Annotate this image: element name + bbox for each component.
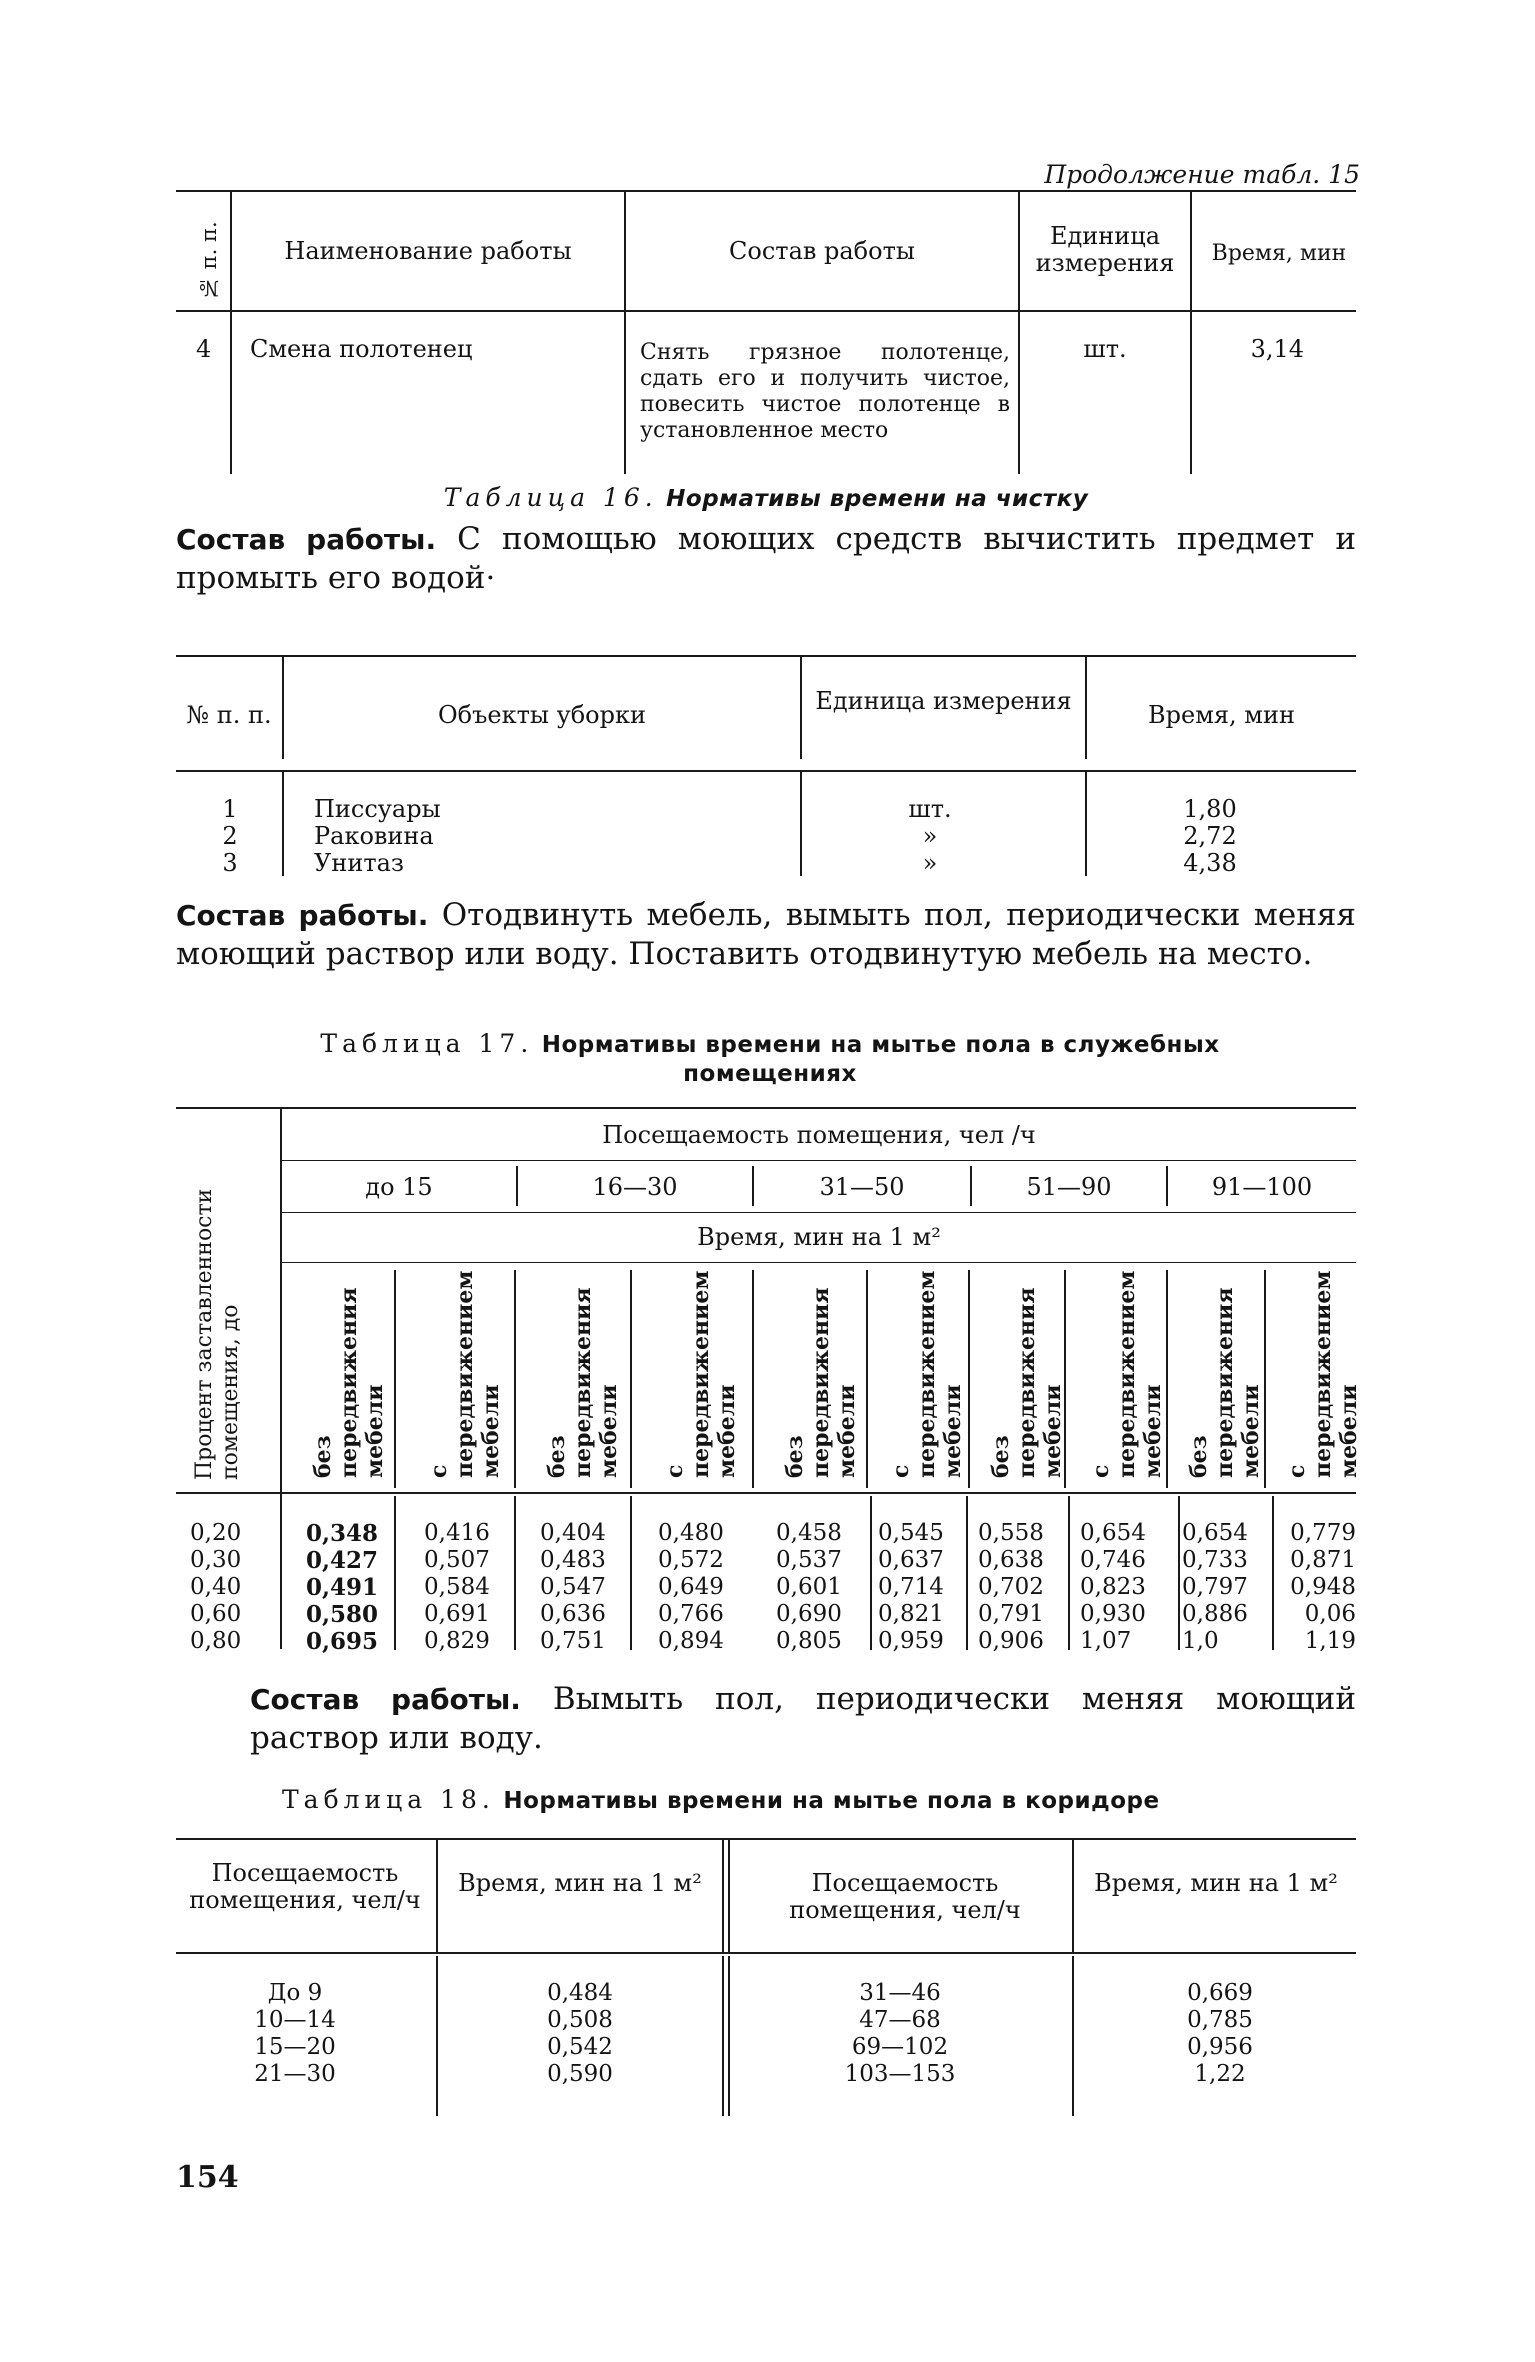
t18-att2: 31—46 47—68 69—102 103—153 [844, 1980, 956, 2087]
t15-header-num: № п. п. [197, 221, 221, 300]
t15-header-name: Наименование работы [284, 237, 572, 265]
t17-sub-1: без передвижения мебели [310, 1287, 388, 1478]
t17-col-7: 0,558 0,638 0,702 0,791 0,906 [978, 1520, 1044, 1654]
t16-header-objects: Объекты уборки [438, 701, 646, 729]
t17-group-3: 31—50 [819, 1173, 905, 1201]
t16-nums: 1 2 3 [222, 795, 238, 877]
t16-objects: Писсуары Раковина Унитаз [314, 795, 441, 877]
t16-times: 1,80 2,72 4,38 [1183, 795, 1237, 877]
t17-time-header: Время, мин на 1 м² [697, 1223, 941, 1251]
t17-sub-2: с передвижением мебели [426, 1270, 504, 1478]
t17-group-4: 51—90 [1026, 1173, 1112, 1201]
t15-row-time: 3,14 [1250, 335, 1304, 363]
page-number: 154 [176, 2160, 239, 2195]
t17-col-2: 0,416 0,507 0,584 0,691 0,829 [424, 1520, 490, 1654]
t17-col-3: 0,404 0,483 0,547 0,636 0,751 [540, 1520, 606, 1654]
t16-units: шт. » » [908, 795, 952, 877]
t17-caption: Таблица 17. Нормативы времени на мытье пола в служебных помещениях [320, 1029, 1220, 1087]
t16-header-unit: Единица измерения [815, 687, 1072, 715]
t15-row-content: Снять грязное полотенце, сдать его и получить чистое, повесить чистое полотенце в установленное место [640, 340, 1010, 443]
t17-sub-3: без передвижения мебели [544, 1287, 622, 1478]
t18-att1: До 9 10—14 15—20 21—30 [254, 1980, 336, 2087]
t15-row-name: Смена полотенец [250, 335, 473, 363]
t17-col-10: 0,779 0,871 0,948 0,06 1,19 [1290, 1520, 1356, 1654]
t16-work-paragraph: Состав работы. С помощью моющих средств вычистить предмет и промыть его водой· [176, 521, 1356, 596]
t18-time2: 0,669 0,785 0,956 1,22 [1187, 1980, 1253, 2087]
t17-sub-7: без передвижения мебели [988, 1287, 1066, 1478]
t17-col-1: 0,348 0,427 0,491 0,580 0,695 [306, 1520, 379, 1655]
t17-group-2: 16—30 [592, 1173, 678, 1201]
t16-header-num: № п. п. [186, 701, 272, 729]
t18-header-time1: Время, мин на 1 м² [458, 1869, 702, 1897]
t17-col-4: 0,480 0,572 0,649 0,766 0,894 [658, 1520, 724, 1654]
t15-row-num: 4 [196, 335, 212, 363]
t18-header-att2: Посещаемость помещения, чел/ч [789, 1869, 1021, 1924]
t17-group-1: до 15 [365, 1173, 433, 1201]
t18-header-att1: Посещаемость помещения, чел/ч [189, 1859, 421, 1914]
t17-col-6: 0,545 0,637 0,714 0,821 0,959 [878, 1520, 944, 1654]
t18-caption: Таблица 18. Нормативы времени на мытье пола в коридоре [282, 1785, 1160, 1814]
t17-group-5: 91—100 [1211, 1173, 1313, 1201]
t17-sub-5: без передвижения мебели [782, 1287, 860, 1478]
t18-time1: 0,484 0,508 0,542 0,590 [547, 1980, 613, 2087]
t17-sub-4: с передвижением мебели [662, 1270, 740, 1478]
t17-sub-6: с передвижением мебели [888, 1270, 966, 1478]
t15-row-unit: шт. [1083, 335, 1127, 363]
t18-work-paragraph: Состав работы. Вымыть пол, периодически меняя моющий раствор или воду. [250, 1681, 1356, 1756]
t17-sub-8: с передвижением мебели [1088, 1270, 1166, 1478]
t15-header-unit: Единица измерения [1035, 222, 1175, 277]
t17-work-paragraph: Состав работы. Отодвинуть мебель, вымыть пол, периодически меняя моющий раствор или воду. Поставить отодвинутую мебель на место. [176, 897, 1356, 972]
t17-col-9: 0,654 0,733 0,797 0,886 1,0 [1182, 1520, 1248, 1654]
t17-row-header: Процент заставленности помещения, до [192, 1188, 243, 1480]
t17-col-8: 0,654 0,746 0,823 0,930 1,07 [1080, 1520, 1146, 1654]
t17-sub-10: с передвижением мебели [1284, 1270, 1362, 1478]
t17-sub-9: без передвижения мебели [1186, 1287, 1264, 1478]
t15-header-time: Время, мин [1211, 241, 1347, 266]
continuation-label: Продолжение табл. 15 [1044, 160, 1360, 189]
t15-header-content: Состав работы [729, 237, 915, 265]
t17-top-header: Посещаемость помещения, чел /ч [602, 1121, 1036, 1149]
t18-header-time2: Время, мин на 1 м² [1094, 1869, 1338, 1897]
t16-header-time: Время, мин [1148, 701, 1295, 729]
t16-caption: Таблица 16. Нормативы времени на чистку [443, 483, 1089, 512]
t17-percents: 0,20 0,30 0,40 0,60 0,80 [190, 1520, 242, 1654]
t17-col-5: 0,458 0,537 0,601 0,690 0,805 [776, 1520, 842, 1654]
